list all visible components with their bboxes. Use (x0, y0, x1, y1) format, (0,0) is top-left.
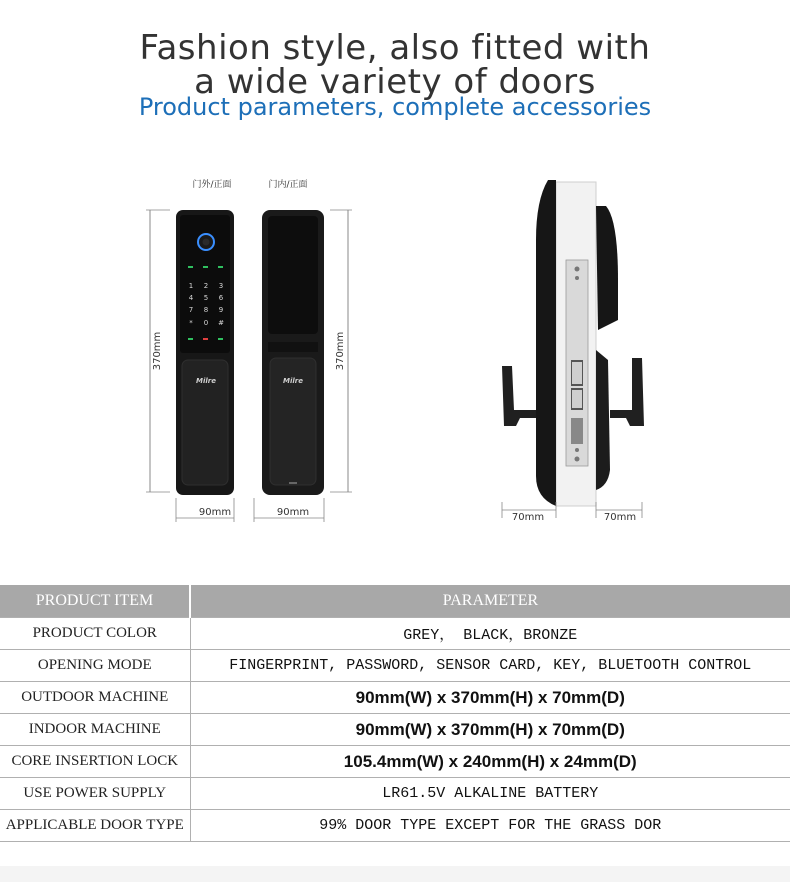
row-value-power-supply: LR61.5V ALKALINE BATTERY (190, 778, 790, 810)
lock-side-view-figure (490, 170, 650, 530)
inside-body-side (596, 206, 618, 330)
row-item-door-type: APPLICABLE DOOR TYPE (0, 810, 190, 842)
outside-body-side (536, 180, 556, 506)
row-value-product-color: GREY， BLACK，BRONZE (190, 618, 790, 650)
width-label-inside: 90mm (276, 507, 310, 518)
table-row (0, 746, 790, 778)
header-parameter: PARAMETER (190, 585, 790, 618)
row-item-core-insertion-lock: CORE INSERTION LOCK (0, 746, 190, 778)
inside-view-label: 门内/正面 (268, 180, 308, 190)
brand-logo-outside: Milre (196, 377, 216, 385)
table-header-row (0, 585, 790, 618)
bottom-band (0, 866, 790, 882)
row-value-opening-mode: FINGERPRINT, PASSWORD, SENSOR CARD, KEY, BLUETOOTH CONTROL (190, 650, 790, 682)
key-5: 5 (203, 294, 209, 302)
height-label-left: 370mm (152, 331, 163, 371)
inside-lever (610, 358, 644, 426)
row-item-indoor-machine: INDOOR MACHINE (0, 714, 190, 746)
key-1: 1 (188, 282, 194, 290)
row-item-power-supply: USE POWER SUPPLY (0, 778, 190, 810)
key-star: * (189, 319, 193, 327)
table-row (0, 778, 790, 810)
parameter-table (0, 585, 790, 842)
row-item-product-color: PRODUCT COLOR (0, 618, 190, 650)
key-8: 8 (203, 306, 209, 314)
key-7: 7 (188, 306, 194, 314)
key-2: 2 (203, 282, 209, 290)
key-3: 3 (218, 282, 224, 290)
row-item-opening-mode: OPENING MODE (0, 650, 190, 682)
row-value-outdoor-machine: 90mm(W) x 370mm(H) x 70mm(D) (190, 682, 790, 714)
row-value-door-type: 99% DOOR TYPE EXCEPT FOR THE GRASS DOR (190, 810, 790, 842)
header-product-item: PRODUCT ITEM (0, 585, 190, 618)
lock-front-views-figure (140, 170, 360, 530)
outside-view-label: 门外/正面 (192, 180, 232, 190)
key-0: 0 (203, 319, 209, 327)
table-row (0, 618, 790, 650)
table-row (0, 810, 790, 842)
depth-label-left: 70mm (511, 512, 545, 523)
row-value-indoor-machine: 90mm(W) x 370mm(H) x 70mm(D) (190, 714, 790, 746)
key-9: 9 (218, 306, 224, 314)
brand-logo-inside: Milre (283, 377, 303, 385)
subtitle: Product parameters, complete accessories (138, 93, 652, 121)
key-hash: # (218, 319, 224, 327)
key-4: 4 (188, 294, 194, 302)
heading-line-2: a wide variety of doors (194, 62, 596, 102)
width-label-outside: 90mm (198, 507, 232, 518)
key-6: 6 (218, 294, 224, 302)
table-row (0, 714, 790, 746)
guard-bolt (571, 418, 583, 444)
row-value-core-insertion-lock: 105.4mm(W) x 240mm(H) x 24mm(D) (190, 746, 790, 778)
table-row (0, 650, 790, 682)
table-row (0, 682, 790, 714)
row-item-outdoor-machine: OUTDOOR MACHINE (0, 682, 190, 714)
outside-lever (502, 366, 536, 426)
depth-label-right: 70mm (603, 512, 637, 523)
height-label-right: 370mm (335, 331, 346, 371)
heading-line-1: Fashion style, also fitted with (139, 28, 651, 68)
